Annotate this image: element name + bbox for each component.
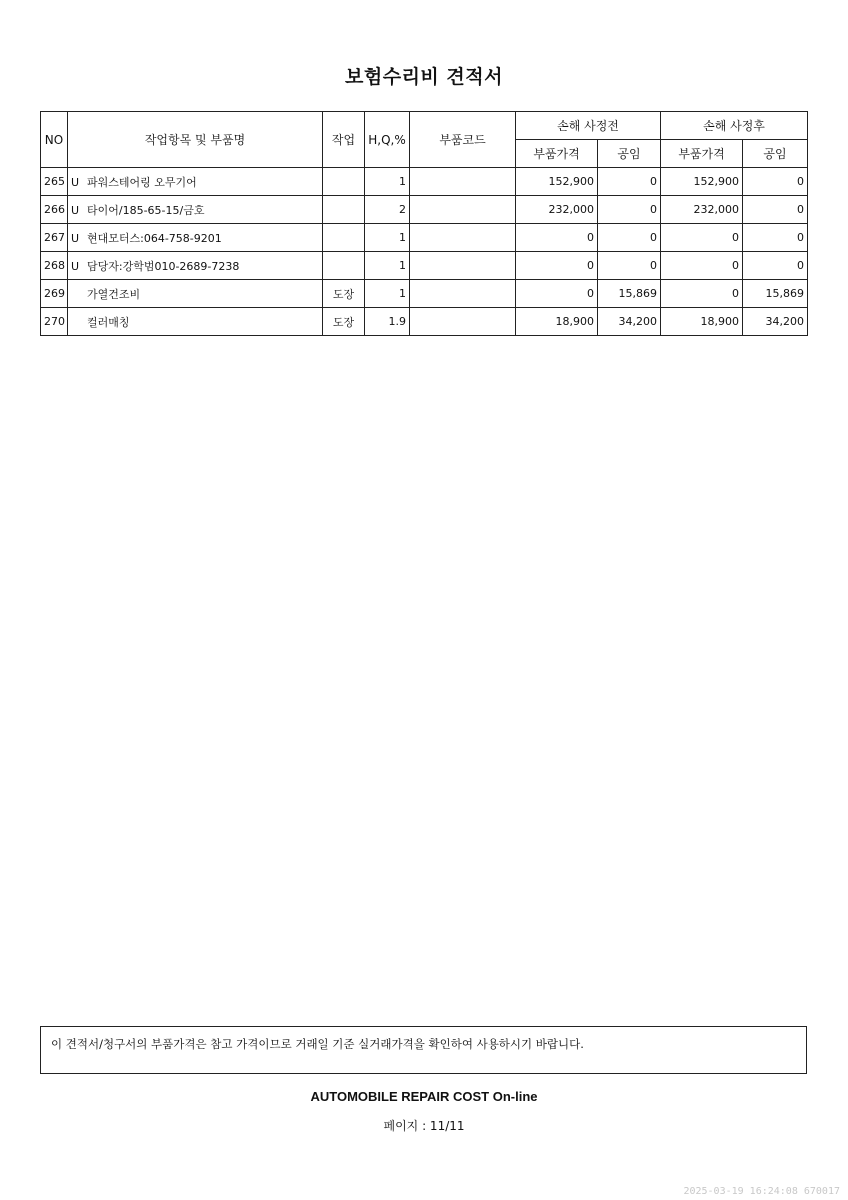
cell-after-part-price: 18,900 (661, 308, 743, 336)
header-before-labor: 공임 (598, 140, 661, 168)
print-timestamp: 2025-03-19 16:24:08 670017 (683, 1186, 840, 1197)
cell-no: 267 (41, 224, 68, 252)
cell-after-part-price: 0 (661, 224, 743, 252)
cell-hqp: 1 (365, 252, 410, 280)
estimate-table (40, 111, 808, 336)
table-row (41, 196, 808, 224)
cell-no: 265 (41, 168, 68, 196)
cell-hqp: 2 (365, 196, 410, 224)
cell-after-part-price: 0 (661, 252, 743, 280)
header-after-assessment: 손해 사정후 (661, 112, 808, 140)
cell-part-code (410, 252, 516, 280)
cell-before-labor: 0 (598, 224, 661, 252)
cell-item-flag: U (71, 231, 80, 245)
header-item: 작업항목 및 부품명 (68, 112, 323, 168)
cell-item-name: 현대모터스:064-758-9201 (87, 231, 222, 245)
cell-no: 270 (41, 308, 68, 336)
header-hqp: H,Q,% (365, 112, 410, 168)
cell-part-code (410, 168, 516, 196)
cell-no: 269 (41, 280, 68, 308)
cell-item (68, 224, 323, 252)
cell-after-part-price: 232,000 (661, 196, 743, 224)
cell-before-part-price: 0 (516, 224, 598, 252)
header-work: 작업 (323, 112, 365, 168)
cell-item (68, 252, 323, 280)
cell-item-name: 타이어/185-65-15/금호 (87, 203, 205, 217)
brand-footer: AUTOMOBILE REPAIR COST On-line (310, 1089, 538, 1104)
header-no: NO (41, 112, 68, 168)
table-row (41, 308, 808, 336)
cell-item (68, 280, 323, 308)
cell-part-code (410, 224, 516, 252)
cell-part-code (410, 280, 516, 308)
cell-hqp: 1.9 (365, 308, 410, 336)
cell-before-part-price: 232,000 (516, 196, 598, 224)
cell-item-name: 가열건조비 (87, 287, 141, 301)
cell-work: 도장 (323, 280, 365, 308)
cell-item (68, 196, 323, 224)
cell-after-part-price: 152,900 (661, 168, 743, 196)
cell-no: 266 (41, 196, 68, 224)
cell-before-labor: 0 (598, 252, 661, 280)
cell-after-labor: 0 (743, 224, 808, 252)
cell-item-flag: U (71, 175, 80, 189)
header-part-code: 부품코드 (410, 112, 516, 168)
cell-after-part-price: 0 (661, 280, 743, 308)
cell-item-name: 컬러매칭 (87, 315, 130, 329)
table-header-row (41, 112, 808, 140)
cell-work (323, 224, 365, 252)
cell-before-part-price: 0 (516, 280, 598, 308)
header-before-part-price: 부품가격 (516, 140, 598, 168)
document-title: 보험수리비 견적서 (345, 66, 503, 88)
cell-item (68, 168, 323, 196)
table-row (41, 252, 808, 280)
header-after-part-price: 부품가격 (661, 140, 743, 168)
table-row (41, 224, 808, 252)
page-number: 페이지 : 11/11 (383, 1119, 465, 1133)
cell-before-part-price: 152,900 (516, 168, 598, 196)
cell-before-labor: 0 (598, 196, 661, 224)
cell-item-name: 파워스테어링 오무기어 (87, 175, 197, 189)
cell-hqp: 1 (365, 280, 410, 308)
cell-before-part-price: 0 (516, 252, 598, 280)
cell-before-labor: 0 (598, 168, 661, 196)
cell-before-labor: 15,869 (598, 280, 661, 308)
disclaimer-notice: 이 견적서/청구서의 부품가격은 참고 가격이므로 거래일 기준 실거래가격을 확인하여 사용하시기 바랍니다. (40, 1026, 807, 1074)
cell-after-labor: 0 (743, 196, 808, 224)
cell-item-flag: U (71, 259, 80, 273)
cell-no: 268 (41, 252, 68, 280)
cell-work (323, 196, 365, 224)
cell-work (323, 252, 365, 280)
header-after-labor: 공임 (743, 140, 808, 168)
cell-part-code (410, 196, 516, 224)
cell-before-labor: 34,200 (598, 308, 661, 336)
cell-work (323, 168, 365, 196)
cell-after-labor: 34,200 (743, 308, 808, 336)
header-before-assessment: 손해 사정전 (516, 112, 661, 140)
cell-after-labor: 15,869 (743, 280, 808, 308)
cell-item (68, 308, 323, 336)
cell-after-labor: 0 (743, 168, 808, 196)
cell-hqp: 1 (365, 168, 410, 196)
cell-work: 도장 (323, 308, 365, 336)
cell-before-part-price: 18,900 (516, 308, 598, 336)
cell-after-labor: 0 (743, 252, 808, 280)
table-row (41, 280, 808, 308)
cell-item-flag: U (71, 203, 80, 217)
cell-item-name: 담당자:강학범010-2689-7238 (87, 259, 240, 273)
cell-hqp: 1 (365, 224, 410, 252)
table-row (41, 168, 808, 196)
cell-part-code (410, 308, 516, 336)
